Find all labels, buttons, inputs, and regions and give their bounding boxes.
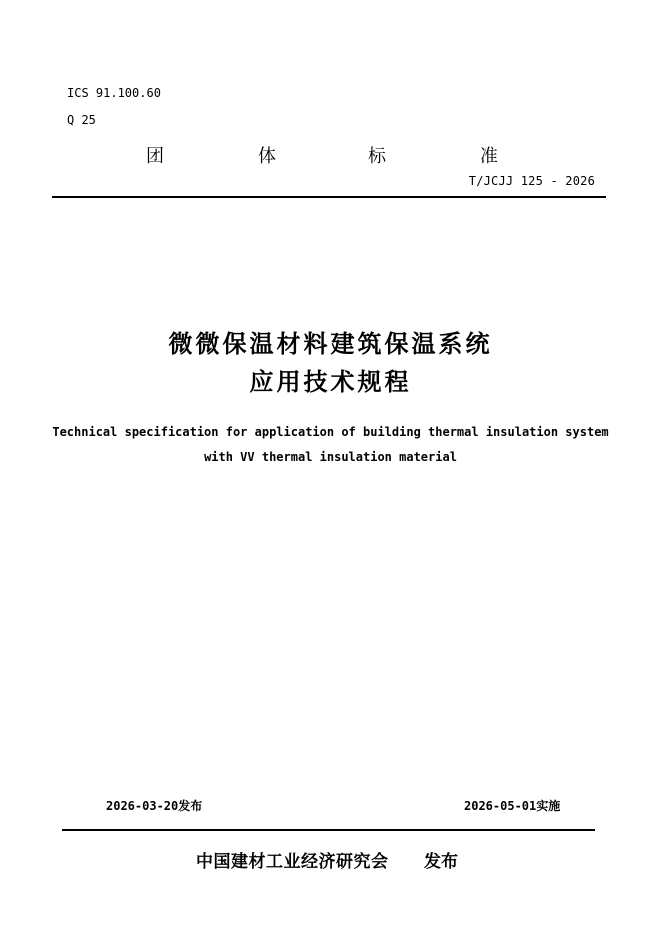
standard-type-char-2: 体 xyxy=(258,146,276,167)
standard-type-char-3: 标 xyxy=(368,146,386,167)
header-divider xyxy=(52,196,606,198)
standard-type-char-4: 准 xyxy=(480,146,498,167)
standard-type-char-1: 团 xyxy=(146,146,164,167)
issue-date: 2026-03-20发布 xyxy=(106,799,203,813)
implementation-date: 2026-05-01实施 xyxy=(464,799,561,813)
title-zh-line1: 微微保温材料建筑保温系统 xyxy=(168,330,493,358)
ics-code: ICS 91.100.60 xyxy=(67,86,161,100)
ccs-code: Q 25 xyxy=(67,113,96,127)
title-en-line2: with VV thermal insulation material xyxy=(204,450,457,464)
publish-label: 发布 xyxy=(424,852,458,872)
standard-number: T/JCJJ 125 - 2026 xyxy=(468,174,595,188)
title-zh-line2: 应用技术规程 xyxy=(249,368,412,396)
publisher-name: 中国建材工业经济研究会 xyxy=(196,852,389,872)
footer-divider xyxy=(62,829,595,831)
title-en-line1: Technical specification for application of building thermal insulation system xyxy=(52,425,609,439)
